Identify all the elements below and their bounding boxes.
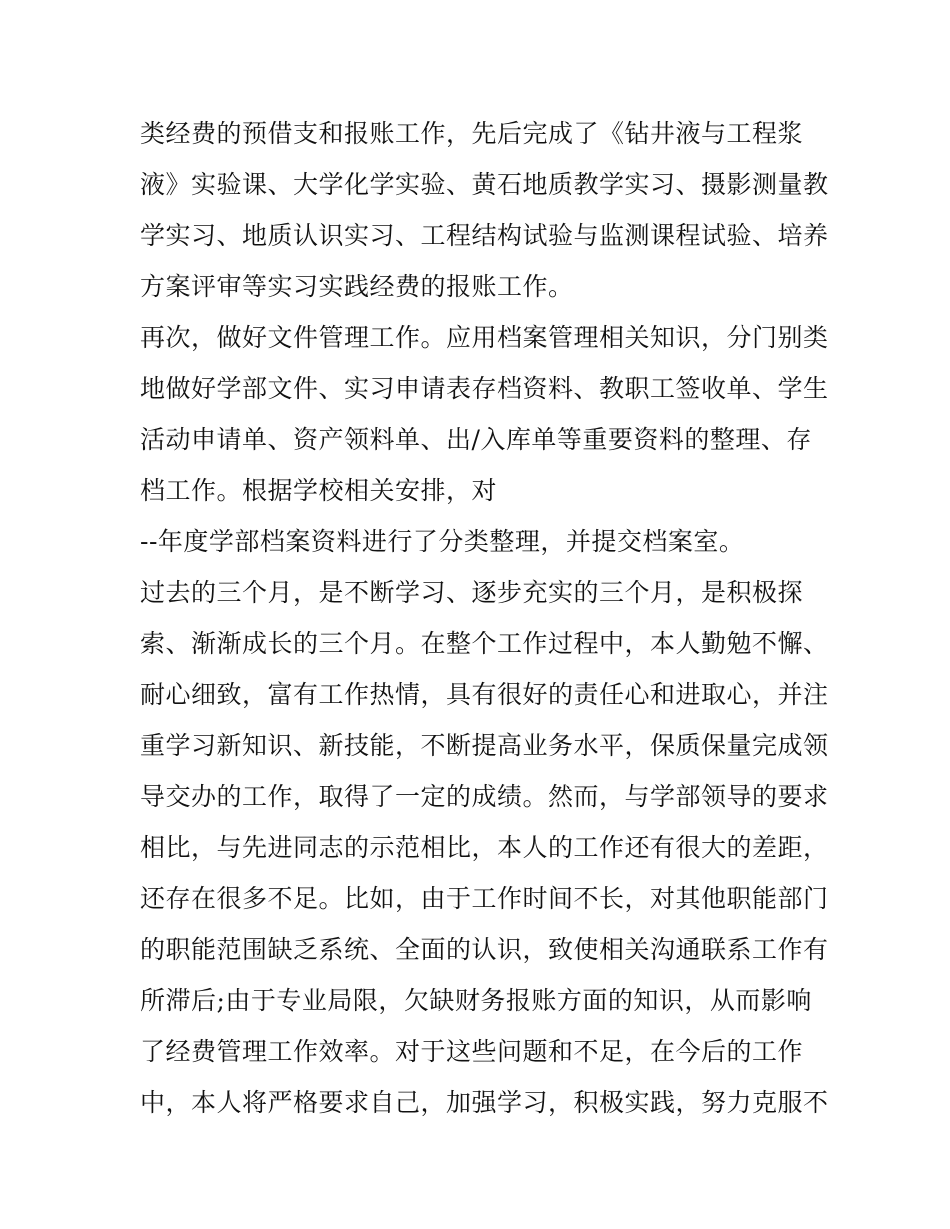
text-line: 方案评审等实习实践经费的报账工作。 [140, 272, 574, 301]
body-text [140, 108, 830, 1128]
text-line: 的职能范围缺乏系统、全面的认识，致使相关沟通联系工作有 [140, 935, 829, 964]
text-line: 索、渐渐成长的三个月。在整个工作过程中，本人勤勉不懈、 [140, 629, 829, 658]
text-line: 再次，做好文件管理工作。应用档案管理相关知识，分门别类 [140, 323, 829, 352]
text-line: 还存在很多不足。比如，由于工作时间不长，对其他职能部门 [140, 884, 829, 913]
text-line: 液》实验课、大学化学实验、黄石地质教学实习、摄影测量教 [140, 170, 829, 199]
text-line: 过去的三个月，是不断学习、逐步充实的三个月，是积极探 [140, 578, 804, 607]
text-line: 重学习新知识、新技能，不断提高业务水平，保质保量完成领 [140, 731, 829, 760]
text-line: --年度学部档案资料进行了分类整理，并提交档案室。 [140, 527, 745, 556]
text-line: 档工作。根据学校相关安排，对 [140, 476, 498, 505]
text-line: 相比，与先进同志的示范相比，本人的工作还有很大的差距， [140, 833, 829, 862]
text-line: 活动申请单、资产领料单、出/入库单等重要资料的整理、存 [140, 425, 812, 454]
text-line: 所滞后;由于专业局限，欠缺财务报账方面的知识，从而影响 [140, 986, 812, 1015]
text-line: 地做好学部文件、实习申请表存档资料、教职工签收单、学生 [140, 374, 829, 403]
text-line: 中，本人将严格要求自己，加强学习，积极实践，努力克服不 [140, 1088, 829, 1117]
text-line: 导交办的工作，取得了一定的成绩。然而，与学部领导的要求 [140, 782, 829, 811]
text-line: 类经费的预借支和报账工作，先后完成了《钻井液与工程浆 [140, 119, 804, 148]
text-line: 耐心细致，富有工作热情，具有很好的责任心和进取心，并注 [140, 680, 829, 709]
text-line: 了经费管理工作效率。对于这些问题和不足，在今后的工作 [140, 1037, 804, 1066]
text-line: 学实习、地质认识实习、工程结构试验与监测课程试验、培养 [140, 221, 829, 250]
